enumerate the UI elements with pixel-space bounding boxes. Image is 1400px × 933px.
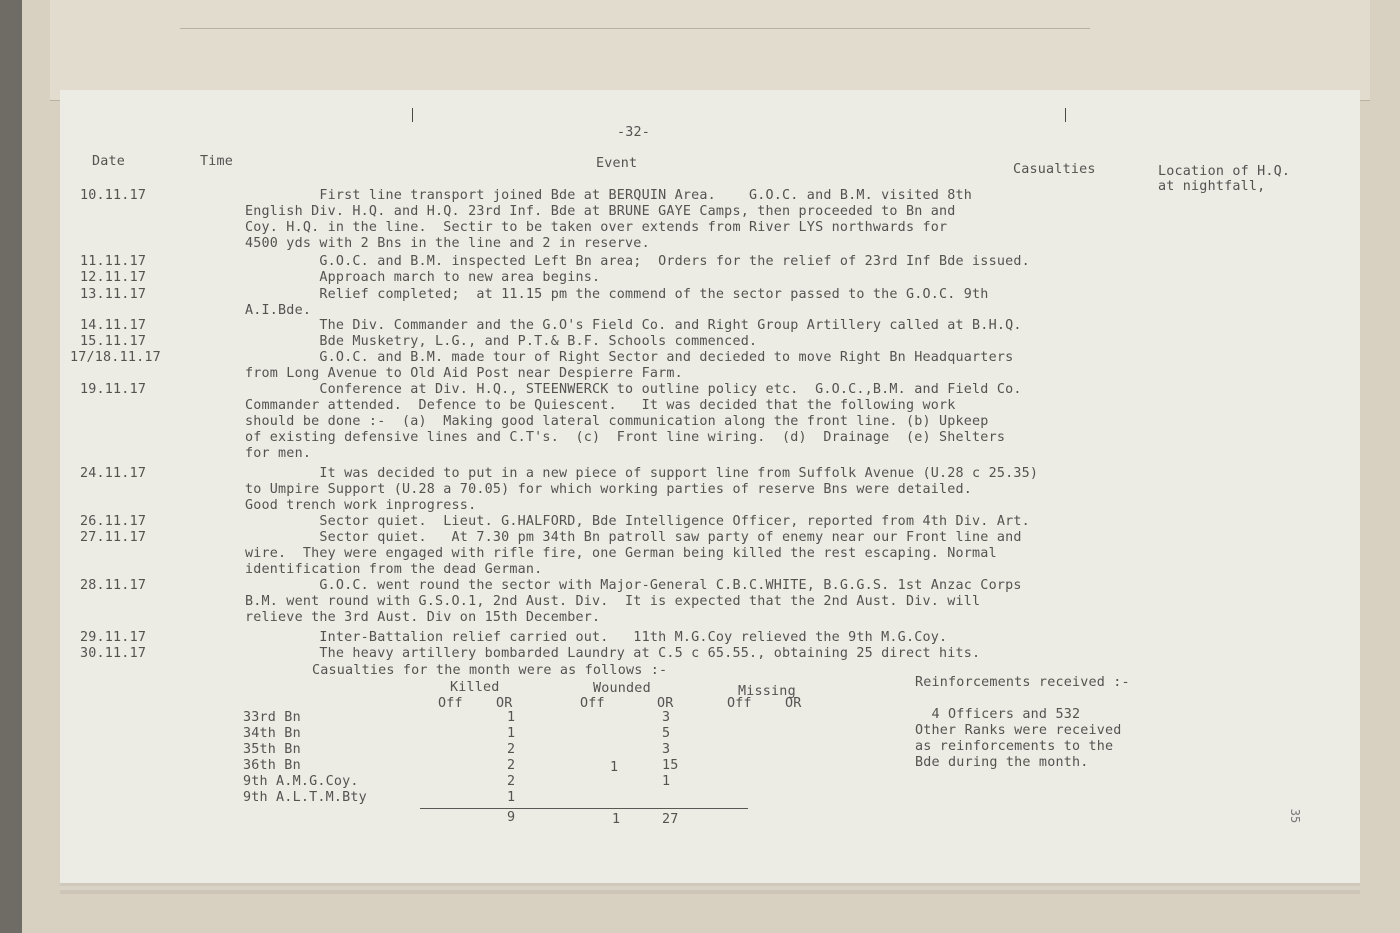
killed-or-value: 1 [507, 790, 516, 805]
entry-text-line: Good trench work inprogress. [245, 498, 477, 513]
sub-header: OR [785, 696, 802, 711]
wounded-or-value: 1 [662, 774, 671, 789]
ruler-mark-right [1065, 108, 1066, 122]
killed-or-value: 1 [507, 710, 516, 725]
casualty-unit: 33rd Bn [243, 710, 301, 725]
header-location: Location of H.Q. [1158, 164, 1291, 179]
folio-stamp: 35 [1287, 808, 1302, 824]
entry-text-line: G.O.C. went round the sector with Major-General C.B.C.WHITE, B.G.G.S. 1st Anzac Corps [245, 578, 1022, 593]
wounded-or-value: 5 [662, 726, 671, 741]
entry-date: 17/18.11.17 [70, 350, 161, 365]
total-wounded-or: 27 [662, 812, 679, 827]
entry-date: 19.11.17 [80, 382, 147, 397]
entry-text-line: A.I.Bde. [245, 303, 312, 318]
entry-date: 13.11.17 [80, 287, 147, 302]
casualty-unit: 9th A.L.T.M.Bty [243, 790, 367, 805]
sub-header: OR [496, 696, 513, 711]
wounded-header: Wounded [593, 681, 651, 696]
entry-text-line: wire. They were engaged with rifle fire, one German being killed the rest escaping. Normal [245, 546, 997, 561]
casualty-unit: 34th Bn [243, 726, 301, 741]
entry-text-line: relieve the 3rd Aust. Div on 15th December. [245, 610, 601, 625]
header-casualties: Casualties [1013, 162, 1096, 177]
header-date: Date [92, 154, 126, 169]
reinforcements-line-3: as reinforcements to the [915, 739, 1114, 754]
entry-text-line: Inter-Battalion relief carried out. 11th M.G.Coy relieved the 9th M.G.Coy. [245, 630, 948, 645]
casualty-unit: 9th A.M.G.Coy. [243, 774, 359, 789]
entry-text-line: G.O.C. and B.M. made tour of Right Sector and decieded to move Right Bn Headquarters [245, 350, 1014, 365]
header-location-2: at nightfall, [1158, 179, 1266, 194]
casualty-unit: 36th Bn [243, 758, 301, 773]
entry-text-line: Coy. H.Q. in the line. Sectir to be taken over extends from River LYS northwards for [245, 220, 948, 235]
entry-text-line: The Div. Commander and the G.O's Field Co. and Right Group Artillery called at B.H.Q. [245, 318, 1022, 333]
sub-header: OR [657, 696, 674, 711]
entry-text-line: Approach march to new area begins. [245, 270, 601, 285]
entry-text-line: to Umpire Support (U.28 a 70.05) for which working parties of reserve Bns were detailed. [245, 482, 973, 497]
entry-text-line: First line transport joined Bde at BERQUIN Area. G.O.C. and B.M. visited 8th [245, 188, 973, 203]
entry-text-line: G.O.C. and B.M. inspected Left Bn area; Orders for the relief of 23rd Inf Bde issued. [245, 254, 1030, 269]
entry-text-line: Conference at Div. H.Q., STEENWERCK to outline policy etc. G.O.C.,B.M. and Field Co. [245, 382, 1022, 397]
entry-text-line: Relief completed; at 11.15 pm the commend of the sector passed to the G.O.C. 9th [245, 287, 989, 302]
wounded-off-value: 1 [610, 760, 619, 775]
entry-date: 24.11.17 [80, 466, 147, 481]
killed-or-value: 2 [507, 742, 516, 757]
casualties-intro: Casualties for the month were as follows :- [312, 663, 668, 678]
casualty-unit: 35th Bn [243, 742, 301, 757]
entry-text-line: Commander attended. Defence to be Quiescent. It was decided that the following work [245, 398, 956, 413]
wounded-or-value: 15 [662, 758, 679, 773]
reinforcements-line-2: Other Ranks were received [915, 723, 1122, 738]
entry-text-line: should be done :- (a) Making good lateral communication along the front line. (b) Upkeep [245, 414, 989, 429]
entry-date: 30.11.17 [80, 646, 147, 661]
entry-date: 14.11.17 [80, 318, 147, 333]
entry-text-line: Sector quiet. Lieut. G.HALFORD, Bde Intelligence Officer, reported from 4th Div. Art. [245, 514, 1030, 529]
total-wounded-off: 1 [612, 812, 621, 827]
entry-text-line: B.M. went round with G.S.O.1, 2nd Aust. Div. It is expected that the 2nd Aust. Div. will [245, 594, 981, 609]
document-page [60, 90, 1360, 883]
reinforcements-heading: Reinforcements received :- [915, 675, 1130, 690]
entry-date: 27.11.17 [80, 530, 147, 545]
entry-text-line: Bde Musketry, L.G., and P.T.& B.F. Schools commenced. [245, 334, 758, 349]
ruler-mark-left [412, 108, 413, 122]
killed-or-value: 2 [507, 758, 516, 773]
reinforcements-line-4: Bde during the month. [915, 755, 1089, 770]
wounded-or-value: 3 [662, 742, 671, 757]
entry-date: 11.11.17 [80, 254, 147, 269]
entry-text-line: English Div. H.Q. and H.Q. 23rd Inf. Bde at BRUNE GAYE Camps, then proceeded to Bn and [245, 204, 956, 219]
killed-or-value: 2 [507, 774, 516, 789]
killed-or-value: 1 [507, 726, 516, 741]
entry-text-line: for men. [245, 446, 312, 461]
entry-text-line: It was decided to put in a new piece of support line from Suffolk Avenue (U.28 c 25.35) [245, 466, 1039, 481]
entry-text-line: identification from the dead German. [245, 562, 543, 577]
killed-header: Killed [450, 680, 500, 695]
entry-date: 26.11.17 [80, 514, 147, 529]
entry-text-line: 4500 yds with 2 Bns in the line and 2 in reserve. [245, 236, 650, 251]
sub-header: Off [580, 696, 605, 711]
total-rule [420, 808, 748, 809]
header-time: Time [200, 154, 234, 169]
entry-date: 10.11.17 [80, 188, 147, 203]
entry-date: 15.11.17 [80, 334, 147, 349]
entry-text-line: Sector quiet. At 7.30 pm 34th Bn patroll saw party of enemy near our Front line and [245, 530, 1022, 545]
entry-date: 12.11.17 [80, 270, 147, 285]
entry-text-line: from Long Avenue to Old Aid Post near Despierre Farm. [245, 366, 683, 381]
total-killed-or: 9 [507, 810, 516, 825]
page-number: -32- [617, 125, 651, 140]
reinforcements-line-1: 4 Officers and 532 [915, 707, 1081, 722]
sub-header: Off [438, 696, 463, 711]
sub-header: Off [727, 696, 752, 711]
binder-flap [50, 0, 1370, 101]
header-event: Event [596, 156, 638, 171]
wounded-or-value: 3 [662, 710, 671, 725]
entry-text-line: The heavy artillery bombarded Laundry at C.5 c 65.55., obtaining 25 direct hits. [245, 646, 981, 661]
missing-header: Missing [738, 684, 796, 699]
entry-date: 29.11.17 [80, 630, 147, 645]
entry-text-line: of existing defensive lines and C.T's. (c) Front line wiring. (d) Drainage (e) Shelters [245, 430, 1006, 445]
entry-date: 28.11.17 [80, 578, 147, 593]
